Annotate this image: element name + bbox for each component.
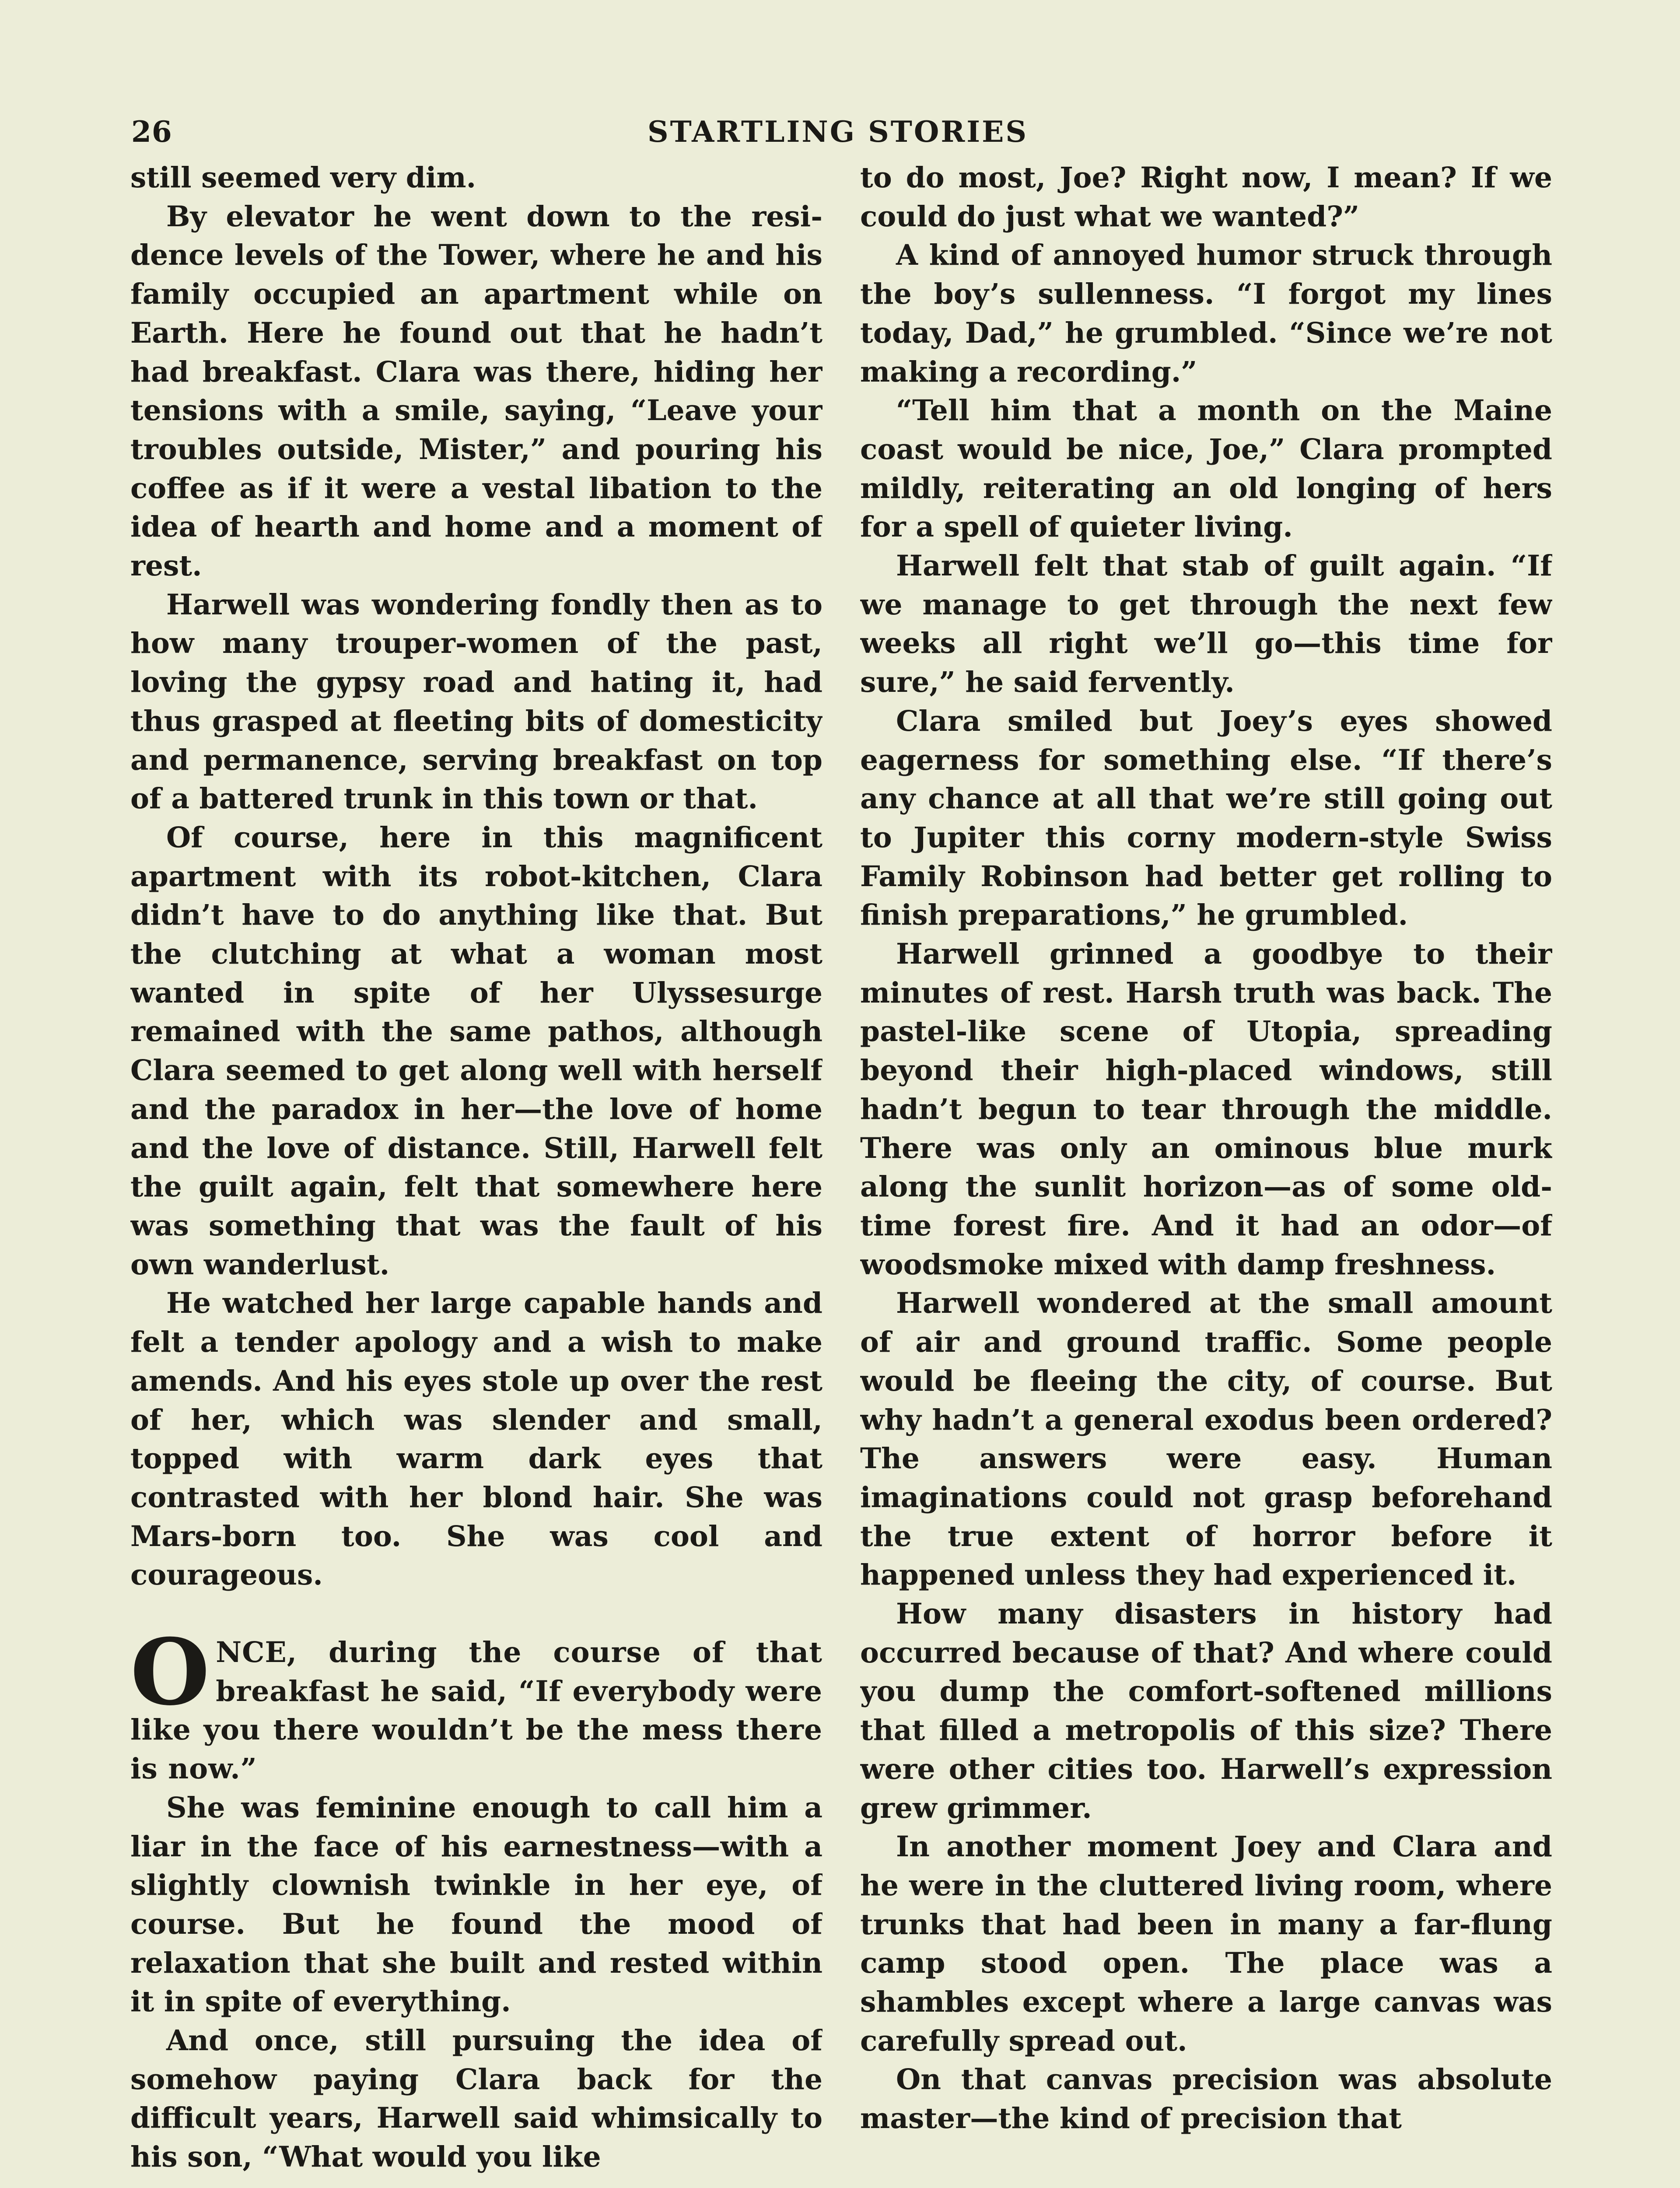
paragraph: And once, still pursuing the idea of somehow paying Clara back for the difficult years, Harwell said whimsically to his son, “What would you like <box>130 2024 822 2174</box>
paragraph: still seemed very dim. <box>130 161 476 194</box>
paragraph: On that canvas precision was absolute master—the kind of precision that <box>860 2063 1552 2135</box>
paragraph: Harwell was wondering fondly then as to how many trouper-women of the past, loving the gypsy road and hating it, had thus grasped at fleeting bits of domesticity and permanence, serving breakfast on top of a battered trunk in this town or that. <box>130 588 822 816</box>
paragraph-text: NCE, during the course of that breakfast he said, “If everybody were like you there wouldn’t be the mess there is now.” <box>130 1636 822 1786</box>
left-column <box>130 158 822 2188</box>
paragraph: A kind of annoyed humor struck through the boy’s sullenness. “I forgot my lines today, Dad,” he grumbled. “Since we’re not making a recording.” <box>860 238 1552 389</box>
paragraph: Harwell grinned a goodbye to their minutes of rest. Harsh truth was back. The pastel-like scene of Utopia, spreading beyond their high-placed windows, still hadn’t begun to tear through the middle. There was only an ominous blue murk along the sunlit horizon—as of some old-time forest fire. And it had an odor—of woodsmoke mixed with damp freshness. <box>860 937 1552 1281</box>
running-head: STARTLING STORIES <box>647 115 1029 149</box>
right-column <box>860 158 1552 2188</box>
drop-cap: O <box>130 1619 210 1726</box>
paragraph: Harwell felt that stab of guilt again. “If we manage to get through the next few weeks all right we’ll go—this time for sure,” he said fervently. <box>860 549 1552 699</box>
paragraph: In another moment Joey and Clara and he were in the cluttered living room, where trunks that had been in many a far-flung camp stood open. The place was a shambles except where a large canvas was carefully spread out. <box>860 1830 1552 2058</box>
paragraph: By elevator he went down to the residence levels of the Tower, where he and his family occupied an apartment while on Earth. Here he found out that he hadn’t had breakfast. Clara was there, hiding her tensions with a smile, saying, “Leave your troubles outside, Mister,” and pouring his coffee as if it were a vestal libation to the idea of hearth and home and a moment of rest. <box>130 200 822 583</box>
paragraph: Of course, here in this magnificent apartment with its robot-kitchen, Clara didn’t have to do anything like that. But the clutching at what a woman most wanted in spite of her Ulyssesurge remained with the same pathos, although Clara seemed to get along well with herself and the paradox in her—the love of home and the love of distance. Still, Harwell felt the guilt again, felt that somewhere here was something that was the fault of his own wanderlust. <box>130 820 822 1281</box>
paragraph: He watched her large capable hands and felt a tender apology and a wish to make amends. And his eyes stole up over the rest of her, which was slender and small, topped with warm dark eyes that contrasted with her blond hair. She was Mars-born too. She was cool and courageous. <box>130 1287 822 1592</box>
paragraph: Clara smiled but Joey’s eyes showed eagerness for something else. “If there’s any chance at all that we’re still going out to Jupiter this corny modern-style Swiss Family Robinson had better get rolling to finish preparations,” he grumbled. <box>860 704 1552 932</box>
section-start-paragraph <box>130 1619 822 1788</box>
page-header <box>131 115 1544 154</box>
paragraph: How many disasters in history had occurred because of that? And where could you dump the comfort-softened millions that filled a metropolis of this size? There were other cities too. Harwell’s expression grew grimmer. <box>860 1597 1552 1825</box>
page-number: 26 <box>131 115 172 149</box>
paragraph: “Tell him that a month on the Maine coast would be nice, Joe,” Clara prompted mildly, reiterating an old longing of hers for a spell of quieter living. <box>860 394 1552 544</box>
paragraph: to do most, Joe? Right now, I mean? If we could do just what we wanted?” <box>860 161 1552 233</box>
paragraph: Harwell wondered at the small amount of air and ground traffic. Some people would be fleeing the city, of course. But why hadn’t a general exodus been ordered? The answers were easy. Human imaginations could not grasp beforehand the true extent of horror before it happened unless they had experienced it. <box>860 1287 1552 1592</box>
paragraph: She was feminine enough to call him a liar in the face of his earnestness—with a slightly clownish twinkle in her eye, of course. But he found the mood of relaxation that she built and rested within it in spite of everything. <box>130 1791 822 2019</box>
